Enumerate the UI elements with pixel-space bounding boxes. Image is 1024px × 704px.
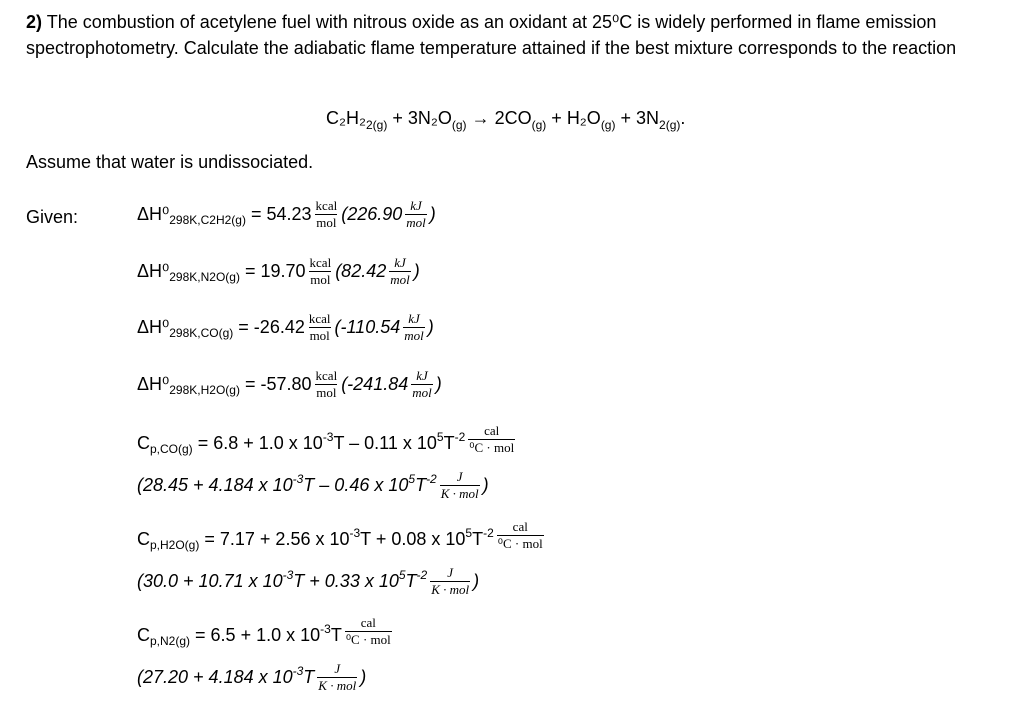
unit-kj-per-mol: $\frac{kJ}{\text{mol}}$ — [404, 311, 424, 343]
cp-co-cal: C p,CO(g) = 6.8 + 1.0 x 10 -3 T – 0.11 x 10 5 T -2 $\frac{\text{cal}}{\text{⁰C · mol}}$ — [137, 423, 515, 456]
unit-kcal-per-mol: $\frac{\text{kcal}}{\text{mol}}$ — [309, 255, 332, 287]
cp-symbol: C — [137, 433, 150, 453]
product-co: 2CO — [494, 108, 532, 128]
unit-j-per-k-mol: $\frac{J}{\text{K · mol}}$ — [318, 661, 357, 693]
unit-kj-per-mol: $\frac{kJ}{\text{mol}}$ — [390, 255, 410, 287]
enthalpy-value-kcal: = 54.23 — [250, 204, 312, 224]
enthalpy-subscript: 298K,N2O(g) — [169, 269, 240, 284]
enthalpy-c2h2: ΔH⁰ 298K,C2H2(g) = 54.23 $\frac{\text{kcal}}{\text{mol}}$ (226.90 $\frac{kJ}{\text{mol}}$ ) — [137, 198, 436, 230]
unit-kcal-per-mol: $\frac{\text{kcal}}{\text{mol}}$ — [308, 311, 331, 343]
reactant-c2h2: C₂H₂ — [326, 108, 366, 128]
period: . — [680, 108, 686, 128]
enthalpy-value-kj: (226.90 — [341, 204, 403, 224]
unit-cal-per-c-mol: $\frac{\text{cal}}{\text{⁰C · mol}}$ — [469, 423, 515, 455]
cp-co-j: (28.45 + 4.184 x 10 -3 T – 0.46 x 10 5 T -2 $\frac{J}{\text{K · mol}}$ ) — [137, 469, 489, 501]
cp-n2-cal: C p,N2(g) = 6.5 + 1.0 x 10 -3 T $\frac{\text{cal}}{\text{⁰C · mol}}$ — [137, 615, 391, 648]
enthalpy-value-kj: (-110.54 — [334, 317, 401, 337]
product-h2o: H₂O — [566, 108, 601, 128]
delta-h-symbol: ΔH⁰ — [137, 317, 170, 337]
unit-kj-per-mol: $\frac{kJ}{\text{mol}}$ — [406, 198, 426, 230]
reaction-equation — [326, 108, 686, 132]
phase-n2o: (g) — [451, 118, 467, 132]
product-n2: 3N — [636, 108, 660, 128]
problem-text: The combustion of acetylene fuel with nitrous oxide as an oxidant at 25⁰C is widely performed in flame emission spectrophotometry. Calculate the adiabatic flame temperature attained if the best mixture corresponds to the reaction — [26, 12, 957, 58]
unit-cal-per-c-mol: $\frac{\text{cal}}{\text{⁰C · mol}}$ — [497, 519, 543, 551]
cp-subscript: p,CO(g) — [150, 441, 193, 456]
enthalpy-subscript: 298K,H2O(g) — [169, 382, 240, 397]
enthalpy-value-kcal: = 19.70 — [244, 261, 306, 281]
plus-sign: + — [620, 108, 632, 128]
unit-j-per-k-mol: $\frac{J}{\text{K · mol}}$ — [440, 469, 479, 501]
enthalpy-value-kcal: = -26.42 — [238, 317, 305, 337]
cp-h2o-cal: C p,H2O(g) = 7.17 + 2.56 x 10 -3 T + 0.08 x 10 5 T -2 $\frac{\text{cal}}{\text{⁰C · mol}}$ — [137, 519, 543, 552]
enthalpy-value-kj: (82.42 — [335, 261, 387, 281]
plus-sign: + — [551, 108, 562, 128]
reaction-arrow: → — [471, 108, 490, 128]
problem-number: 2) — [26, 12, 43, 32]
assumption-text: Assume that water is undissociated. — [26, 152, 314, 172]
enthalpy-subscript: 298K,C2H2(g) — [169, 212, 246, 227]
unit-kj-per-mol: $\frac{kJ}{\text{mol}}$ — [412, 368, 432, 400]
reactant-n2o: 3N₂O — [407, 108, 452, 128]
enthalpy-n2o: ΔH⁰ 298K,N2O(g) = 19.70 $\frac{\text{kcal}}{\text{mol}}$ (82.42 $\frac{kJ}{\text{mol}}$ ) — [137, 255, 420, 287]
cp-subscript: p,H2O(g) — [150, 537, 200, 552]
plus-sign: + — [392, 108, 403, 128]
unit-kcal-per-mol: $\frac{\text{kcal}}{\text{mol}}$ — [315, 368, 338, 400]
cp-symbol: C — [137, 529, 150, 549]
cp-subscript: p,N2(g) — [150, 633, 191, 648]
cp-n2-j: (27.20 + 4.184 x 10 -3 T $\frac{J}{\text{K · mol}}$ ) — [137, 661, 367, 693]
phase-h2o: (g) — [600, 118, 616, 132]
unit-kcal-per-mol: $\frac{\text{kcal}}{\text{mol}}$ — [315, 198, 338, 230]
cp-h2o-j: (30.0 + 10.71 x 10 -3 T + 0.33 x 10 5 T -2 $\frac{J}{\text{K · mol}}$ ) — [137, 565, 480, 597]
enthalpy-value-kcal: = -57.80 — [244, 374, 312, 394]
phase-c2h2: 2(g) — [365, 118, 388, 132]
unit-cal-per-c-mol: $\frac{\text{cal}}{\text{⁰C · mol}}$ — [345, 615, 391, 647]
delta-h-symbol: ΔH⁰ — [137, 261, 170, 281]
unit-j-per-k-mol: $\frac{J}{\text{K · mol}}$ — [431, 565, 470, 597]
enthalpy-subscript: 298K,CO(g) — [169, 325, 234, 340]
delta-h-symbol: ΔH⁰ — [137, 374, 170, 394]
given-label: Given: — [26, 207, 79, 227]
delta-h-symbol: ΔH⁰ — [137, 204, 170, 224]
phase-n2: 2(g) — [659, 118, 681, 132]
phase-co: (g) — [531, 118, 547, 132]
enthalpy-co: ΔH⁰ 298K,CO(g) = -26.42 $\frac{\text{kcal}}{\text{mol}}$ (-110.54 $\frac{kJ}{\text{mol}}$ ) — [137, 311, 434, 343]
cp-symbol: C — [137, 625, 150, 645]
enthalpy-value-kj: (-241.84 — [341, 374, 409, 394]
problem-statement — [26, 10, 1001, 61]
enthalpy-h2o: ΔH⁰ 298K,H2O(g) = -57.80 $\frac{\text{kcal}}{\text{mol}}$ (-241.84 $\frac{kJ}{\text{mol}}$ ) — [137, 368, 442, 400]
